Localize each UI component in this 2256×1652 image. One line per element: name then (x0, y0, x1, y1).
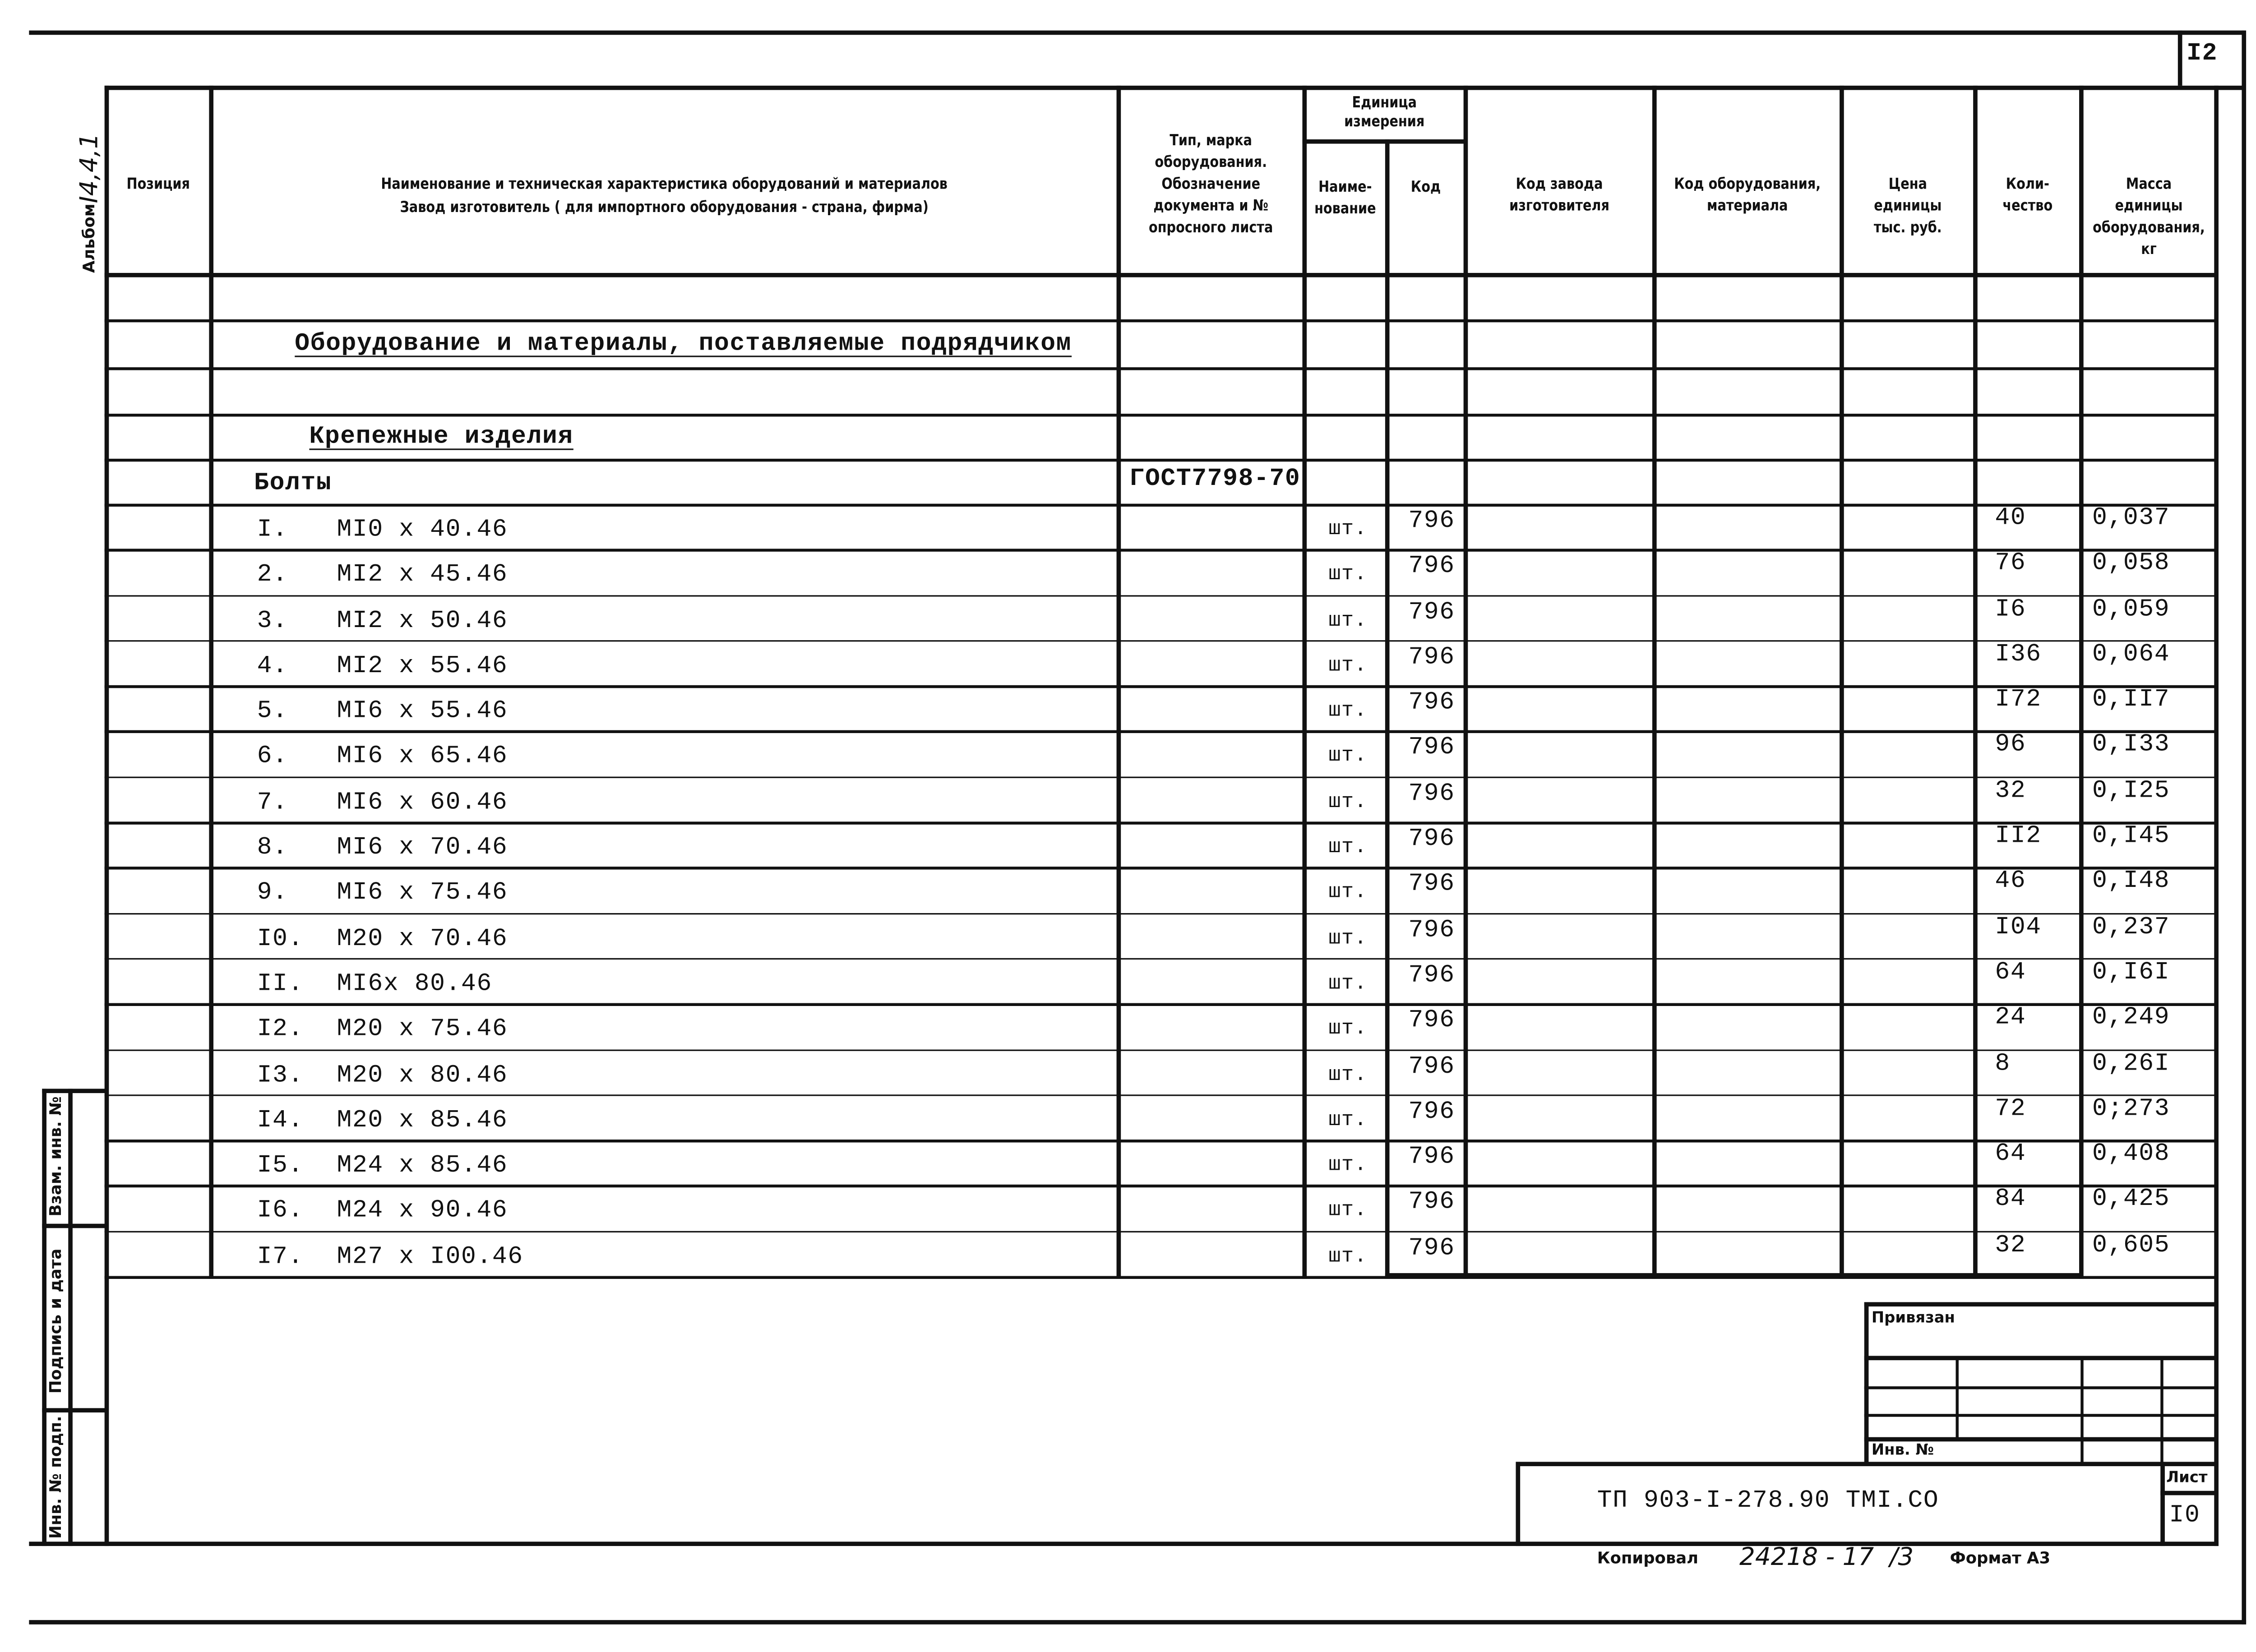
item-unit-code: 796 (1408, 644, 1455, 672)
table-row (0, 1185, 2256, 1231)
item-quantity: 76 (1995, 550, 2026, 578)
album-label: Альбом (79, 203, 99, 273)
side-stamp-sign-date: Подпись и дата (46, 1248, 65, 1394)
item-designation: MI6 x 75.46 (337, 880, 508, 908)
row-line (105, 1231, 2217, 1233)
table-row (0, 685, 2256, 731)
header-line: Единица (1352, 94, 1417, 112)
corner-page-number: I2 (2187, 41, 2218, 69)
item-position: I. (257, 517, 288, 545)
header-line: измерения (1344, 113, 1425, 131)
header-line: тыс. руб. (1873, 219, 1942, 237)
header-mass (2091, 174, 2207, 261)
item-quantity: 32 (1995, 777, 2026, 806)
row-line (105, 1140, 2217, 1142)
item-designation: MI6 x 55.46 (337, 698, 508, 726)
item-mass: 0,I48 (2092, 868, 2170, 896)
table-row (0, 504, 2256, 549)
bound-label: Привязан (1871, 1309, 1955, 1327)
sheet-number: I0 (2169, 1502, 2201, 1530)
header-line: Код завода (1516, 175, 1603, 193)
item-position: 2. (257, 562, 288, 590)
item-mass: 0,058 (2092, 550, 2170, 578)
item-unit-code: 796 (1408, 826, 1455, 854)
header-line: Код оборудования, (1674, 175, 1821, 193)
document-code: ТП 903-I-278.90 ТМI.СО (1597, 1488, 1939, 1516)
item-unit: шт. (1328, 609, 1368, 632)
row-line (105, 595, 2217, 597)
item-quantity: 72 (1995, 1095, 2026, 1124)
item-designation: MI6 x 70.46 (337, 835, 508, 863)
side-stamp-inv-orig: Инв. № подп. (46, 1416, 65, 1539)
item-unit: шт. (1328, 836, 1368, 860)
header-line: Наиме- (1318, 178, 1372, 196)
header-line: Тип, марка (1170, 132, 1253, 150)
header-type-mark (1132, 131, 1290, 240)
header-line: материала (1706, 197, 1788, 215)
item-designation: MI6 x 60.46 (337, 789, 508, 817)
item-position: I0. (257, 925, 304, 954)
bound-row-line (1864, 1356, 2217, 1361)
sheet-box-divider (2160, 1491, 2217, 1495)
header-bottom-line (105, 273, 2217, 277)
row-line (105, 1049, 2217, 1051)
item-unit-code: 796 (1408, 871, 1455, 899)
item-unit: шт. (1328, 745, 1368, 769)
item-position: 6. (257, 744, 288, 772)
unit-group-line (1302, 139, 1465, 144)
row-line (105, 776, 2217, 779)
sheet-label: Лист (2166, 1469, 2208, 1487)
outer-top-border (29, 31, 2245, 35)
item-quantity: 32 (1995, 1232, 2026, 1260)
item-unit-code: 796 (1408, 735, 1455, 763)
item-mass: 0,I33 (2092, 732, 2170, 760)
section-title: Оборудование и материалы, поставляемые подрядчиком (295, 331, 1072, 359)
bound-row-line (1864, 1414, 2217, 1416)
item-designation: M20 x 85.46 (337, 1107, 508, 1135)
item-quantity: 40 (1995, 505, 2026, 533)
header-name-line1: Наименование и техническая характеристика оборудований и материалов (381, 175, 948, 193)
table-row (0, 595, 2256, 640)
item-unit: шт. (1328, 1108, 1368, 1132)
header-line: изготовителя (1509, 197, 1609, 215)
item-mass: 0,059 (2092, 596, 2170, 624)
item-unit-code: 796 (1408, 690, 1455, 718)
side-stamp-line (42, 1408, 107, 1412)
header-line: нование (1314, 200, 1376, 218)
title-block-left (1516, 1462, 1520, 1546)
item-mass: 0,064 (2092, 641, 2170, 669)
item-designation: MI2 x 55.46 (337, 653, 508, 681)
item-position: I7. (257, 1243, 304, 1271)
header-line: единицы (1874, 197, 1942, 215)
item-mass: 0,I6I (2092, 959, 2170, 987)
item-quantity: 64 (1995, 959, 2026, 987)
header-line: оборудования, (2093, 219, 2205, 237)
item-mass: 0,II7 (2092, 687, 2170, 715)
subsection-title: Крепежные изделия (309, 424, 573, 452)
inv-label: Инв. № (1871, 1441, 1934, 1459)
table-row (0, 1049, 2256, 1094)
item-unit: шт. (1328, 1200, 1368, 1223)
item-unit-code: 796 (1408, 962, 1455, 990)
row-line (105, 867, 2217, 869)
header-quantity (1983, 174, 2073, 218)
table-row (0, 640, 2256, 686)
item-unit: шт. (1328, 1018, 1368, 1041)
sheet-box-left (2160, 1462, 2165, 1546)
header-unit-code: Код (1410, 178, 1441, 196)
item-position: 5. (257, 698, 288, 726)
item-mass: 0,I25 (2092, 777, 2170, 806)
item-unit: шт. (1328, 927, 1368, 951)
item-unit-code: 796 (1408, 1098, 1455, 1126)
table-row (0, 867, 2256, 913)
item-position: I2. (257, 1016, 304, 1044)
table-row (0, 549, 2256, 595)
item-quantity: 24 (1995, 1005, 2026, 1033)
copied-label: Копировал (1597, 1549, 1699, 1568)
item-unit: шт. (1328, 972, 1368, 996)
side-stamp-divider (68, 1089, 73, 1546)
row-line (105, 1003, 2217, 1006)
item-mass: 0,237 (2092, 914, 2170, 942)
item-unit-code: 796 (1408, 1189, 1455, 1217)
table-row (0, 958, 2256, 1004)
item-unit: шт. (1328, 1245, 1368, 1269)
header-factory-code (1479, 174, 1640, 218)
item-designation: MI6x 80.46 (337, 971, 492, 999)
item-unit: шт. (1328, 700, 1368, 724)
bound-row-line (1864, 1437, 2217, 1442)
copy-number: 24218 - 17 /3 (1739, 1543, 1914, 1572)
item-designation: M27 x I00.46 (337, 1243, 523, 1271)
row-line (105, 821, 2217, 824)
row-line (105, 367, 2217, 369)
header-unit-name (1310, 177, 1380, 221)
item-position: 9. (257, 880, 288, 908)
item-position: I5. (257, 1153, 304, 1181)
frame-top (105, 86, 2245, 90)
header-line: оборудования. (1155, 154, 1267, 171)
item-mass: 0,425 (2092, 1186, 2170, 1214)
item-quantity: I36 (1995, 641, 2042, 669)
item-designation: MI2 x 45.46 (337, 562, 508, 590)
side-stamp-left (42, 1089, 46, 1546)
item-position: 3. (257, 607, 288, 636)
table-row (0, 1140, 2256, 1185)
item-quantity: 8 (1995, 1050, 2011, 1078)
bound-row-line (1864, 1386, 2217, 1389)
item-designation: M24 x 85.46 (337, 1153, 508, 1181)
header-line: Масса (2126, 175, 2172, 193)
table-row (0, 731, 2256, 776)
row-line (105, 958, 2217, 960)
header-price (1851, 174, 1965, 240)
title-block-top (1516, 1462, 2217, 1466)
row-line (105, 685, 2217, 688)
item-position: I4. (257, 1107, 304, 1135)
header-line: чество (2002, 197, 2053, 215)
item-designation: MI6 x 65.46 (337, 744, 508, 772)
side-stamp-replace-inv: Взам. инв. № (46, 1096, 65, 1217)
item-unit: шт. (1328, 881, 1368, 905)
side-stamp-top (42, 1089, 107, 1093)
item-unit: шт. (1328, 518, 1368, 542)
header-line: Коли- (2006, 175, 2049, 193)
group-standard: ГОСТ7798-70 (1129, 466, 1301, 494)
row-line (105, 549, 2217, 551)
row-line (105, 731, 2217, 733)
table-row (0, 821, 2256, 867)
item-unit-code: 796 (1408, 553, 1455, 581)
item-mass: 0;273 (2092, 1095, 2170, 1124)
row-line (105, 414, 2217, 416)
header-line: единицы (2115, 197, 2183, 215)
item-unit-code: 796 (1408, 917, 1455, 945)
item-mass: 0,26I (2092, 1050, 2170, 1078)
item-quantity: II2 (1995, 823, 2042, 851)
header-line: опросного листа (1148, 219, 1273, 237)
item-position: I6. (257, 1198, 304, 1226)
item-quantity: 84 (1995, 1186, 2026, 1214)
table-row (0, 1094, 2256, 1140)
item-designation: M24 x 90.46 (337, 1198, 508, 1226)
bound-block-top (1864, 1302, 2217, 1306)
item-position: I3. (257, 1061, 304, 1090)
format-label: Формат А3 (1950, 1549, 2051, 1568)
item-unit-code: 796 (1408, 780, 1455, 808)
corner-box-border (2178, 31, 2182, 86)
row-line (105, 1094, 2217, 1097)
item-position: 7. (257, 789, 288, 817)
item-quantity: 96 (1995, 732, 2026, 760)
item-unit: шт. (1328, 563, 1368, 587)
outer-bottom-border (29, 1620, 2246, 1624)
item-unit: шт. (1328, 790, 1368, 814)
item-designation: M20 x 80.46 (337, 1061, 508, 1090)
row-line (105, 913, 2217, 915)
item-quantity: I72 (1995, 687, 2042, 715)
header-line: Обозначение (1161, 175, 1261, 193)
item-quantity: I6 (1995, 596, 2026, 624)
item-unit-code: 796 (1408, 1235, 1455, 1263)
item-mass: 0,249 (2092, 1005, 2170, 1033)
item-designation: M20 x 75.46 (337, 1016, 508, 1044)
header-line: кг (2141, 241, 2157, 258)
item-designation: MI2 x 50.46 (337, 607, 508, 636)
bound-col-line (2080, 1356, 2083, 1465)
header-unit-group (1316, 94, 1453, 132)
item-unit: шт. (1328, 1063, 1368, 1087)
header-name-line2: Завод изготовитель ( для импортного оборудования - страна, фирма) (400, 198, 929, 217)
item-designation: M20 x 70.46 (337, 925, 508, 954)
item-quantity: 46 (1995, 868, 2026, 896)
table-row (0, 913, 2256, 958)
item-mass: 0,408 (2092, 1141, 2170, 1169)
table-row (0, 1003, 2256, 1049)
item-mass: 0,605 (2092, 1232, 2170, 1260)
item-unit-code: 796 (1408, 1007, 1455, 1036)
header-position: Позиция (126, 175, 190, 193)
row-line (105, 640, 2217, 642)
row-line (105, 319, 2217, 322)
item-unit-code: 796 (1408, 599, 1455, 627)
bound-col-line (2160, 1356, 2163, 1465)
item-quantity: I04 (1995, 914, 2042, 942)
item-unit-code: 796 (1408, 1053, 1455, 1081)
group-name: Болты (254, 470, 332, 498)
item-quantity: 64 (1995, 1141, 2026, 1169)
item-designation: MI0 x 40.46 (337, 517, 508, 545)
item-unit: шт. (1328, 654, 1368, 678)
item-position: 8. (257, 835, 288, 863)
header-equipment-code (1668, 174, 1827, 218)
item-mass: 0,I45 (2092, 823, 2170, 851)
table-row (0, 776, 2256, 822)
item-mass: 0,037 (2092, 505, 2170, 533)
table-row (0, 1231, 2256, 1276)
side-stamp-line (42, 1224, 107, 1228)
album-number: I4,4,1 (75, 133, 105, 203)
item-unit: шт. (1328, 1154, 1368, 1178)
item-position: 4. (257, 653, 288, 681)
header-line: Цена (1888, 175, 1927, 193)
bound-col-line (1956, 1356, 1958, 1439)
header-line: документа и № (1153, 197, 1269, 215)
row-line (105, 459, 2217, 461)
item-position: II. (257, 971, 304, 999)
item-unit-code: 796 (1408, 1144, 1455, 1172)
item-unit-code: 796 (1408, 508, 1455, 536)
row-line (105, 1185, 2217, 1187)
